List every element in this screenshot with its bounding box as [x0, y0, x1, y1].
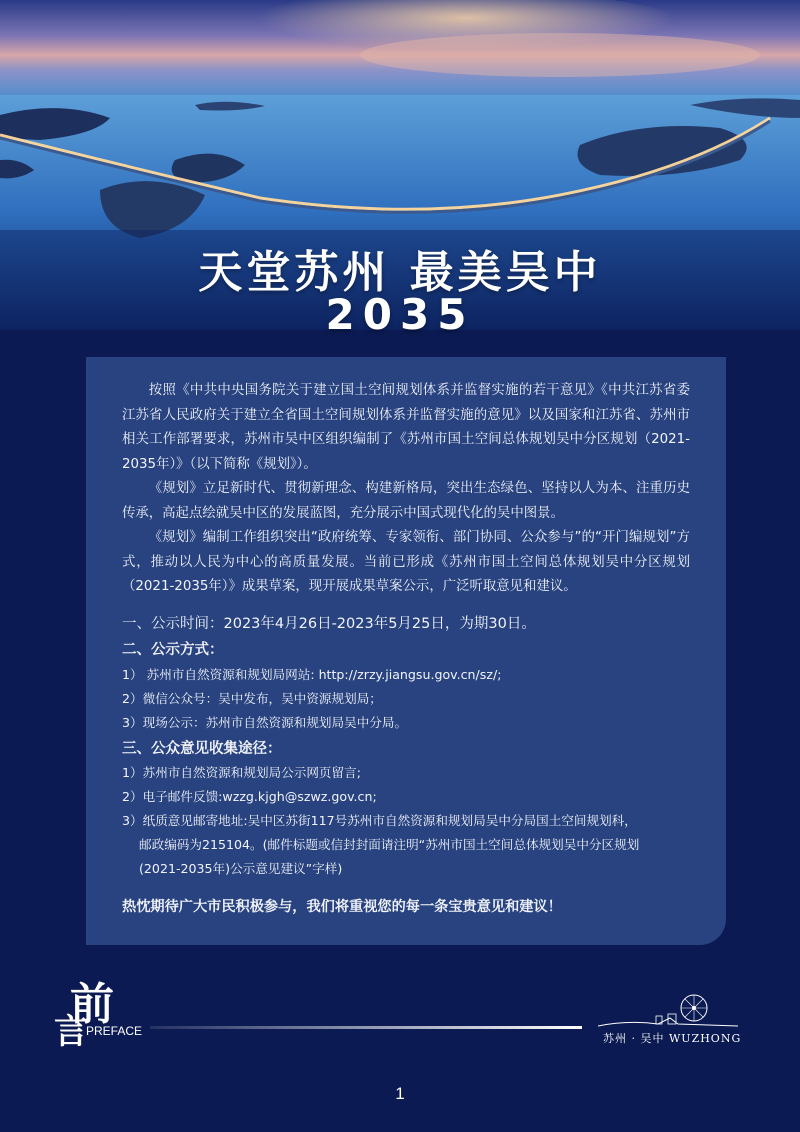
list-item: 3）纸质意见邮寄地址:吴中区苏街117号苏州市自然资源和规划局吴中分局国土空间规划科，: [122, 813, 637, 828]
logo-text: 苏州 · 吴中 WUZHONG: [603, 1032, 742, 1045]
list-item: 1） 苏州市自然资源和规划局网站: http://zrzy.jiangsu.gov.cn/sz/;: [122, 666, 502, 682]
page-subtitle-year: 2035: [325, 290, 475, 339]
page-number: 1: [395, 1084, 405, 1103]
preface-english: PREFACE: [86, 1024, 143, 1038]
page-title: 天堂苏州 最美吴中: [198, 247, 602, 298]
intro-paragraph: 按照《中共中央国务院关于建立国土空间规划体系并监督实施的若干意见》《中共江苏省委江苏省人民政府关于建立全省国土空间规划体系并监督实施的意见》以及国家和江苏省、苏州市相关工作部署要求，苏州市吴中区组织编制了《苏州市国土空间总体规划吴中分区规划（2021-2035年）》（以下简称《规划》）。: [122, 383, 690, 472]
list-item-continuation: (2021-2035年)公示意见建议”字样): [139, 861, 343, 876]
preface-char-1: 前: [70, 979, 114, 1030]
intro-paragraph: 《规划》编制工作组织突出“政府统筹、专家领衔、部门协同、公众参与”的“开门编规划”方式，推动以人民为中心的高质量发展。当前已形成《苏州市国土空间总体规划吴中分区规划（2021-2035年）》成果草案，现开展成果草案公示，广泛听取意见和建议。: [122, 530, 690, 594]
list-item: 3）现场公示：苏州市自然资源和规划局吴中分局。: [122, 714, 408, 730]
section-feedback-channels-heading: 三、公众意见收集途径：: [122, 740, 282, 757]
section-publicity-period: 一、公示时间：2023年4月26日-2023年5月25日，为期30日。: [122, 615, 536, 632]
list-item: 2）微信公众号：吴中发布，吴中资源规划局；: [122, 690, 382, 706]
list-item: 1）苏州市自然资源和规划局公示网页留言;: [122, 765, 361, 780]
intro-paragraph: 《规划》立足新时代、贯彻新理念、构建新格局，突出生态绿色、坚持以人为本、注重历史传承，高起点绘就吴中区的发展蓝图，充分展示中国式现代化的吴中图景。: [122, 481, 690, 521]
list-item: 2）电子邮件反馈:wzzg.kjgh@szwz.gov.cn;: [122, 789, 377, 804]
closing-statement: 热忱期待广大市民积极参与，我们将重视您的每一条宝贵意见和建议！: [122, 899, 562, 915]
section-publicity-method-heading: 二、公示方式：: [122, 642, 224, 658]
preface-char-2: 言: [54, 1012, 88, 1052]
divider-line: [150, 1026, 582, 1029]
announcement-panel: [86, 357, 726, 945]
preface-mark: [52, 968, 162, 1052]
list-item-continuation: 邮政编码为215104。(邮件标题或信封封面请注明“苏州市国土空间总体规划吴中分区规划: [139, 837, 640, 852]
